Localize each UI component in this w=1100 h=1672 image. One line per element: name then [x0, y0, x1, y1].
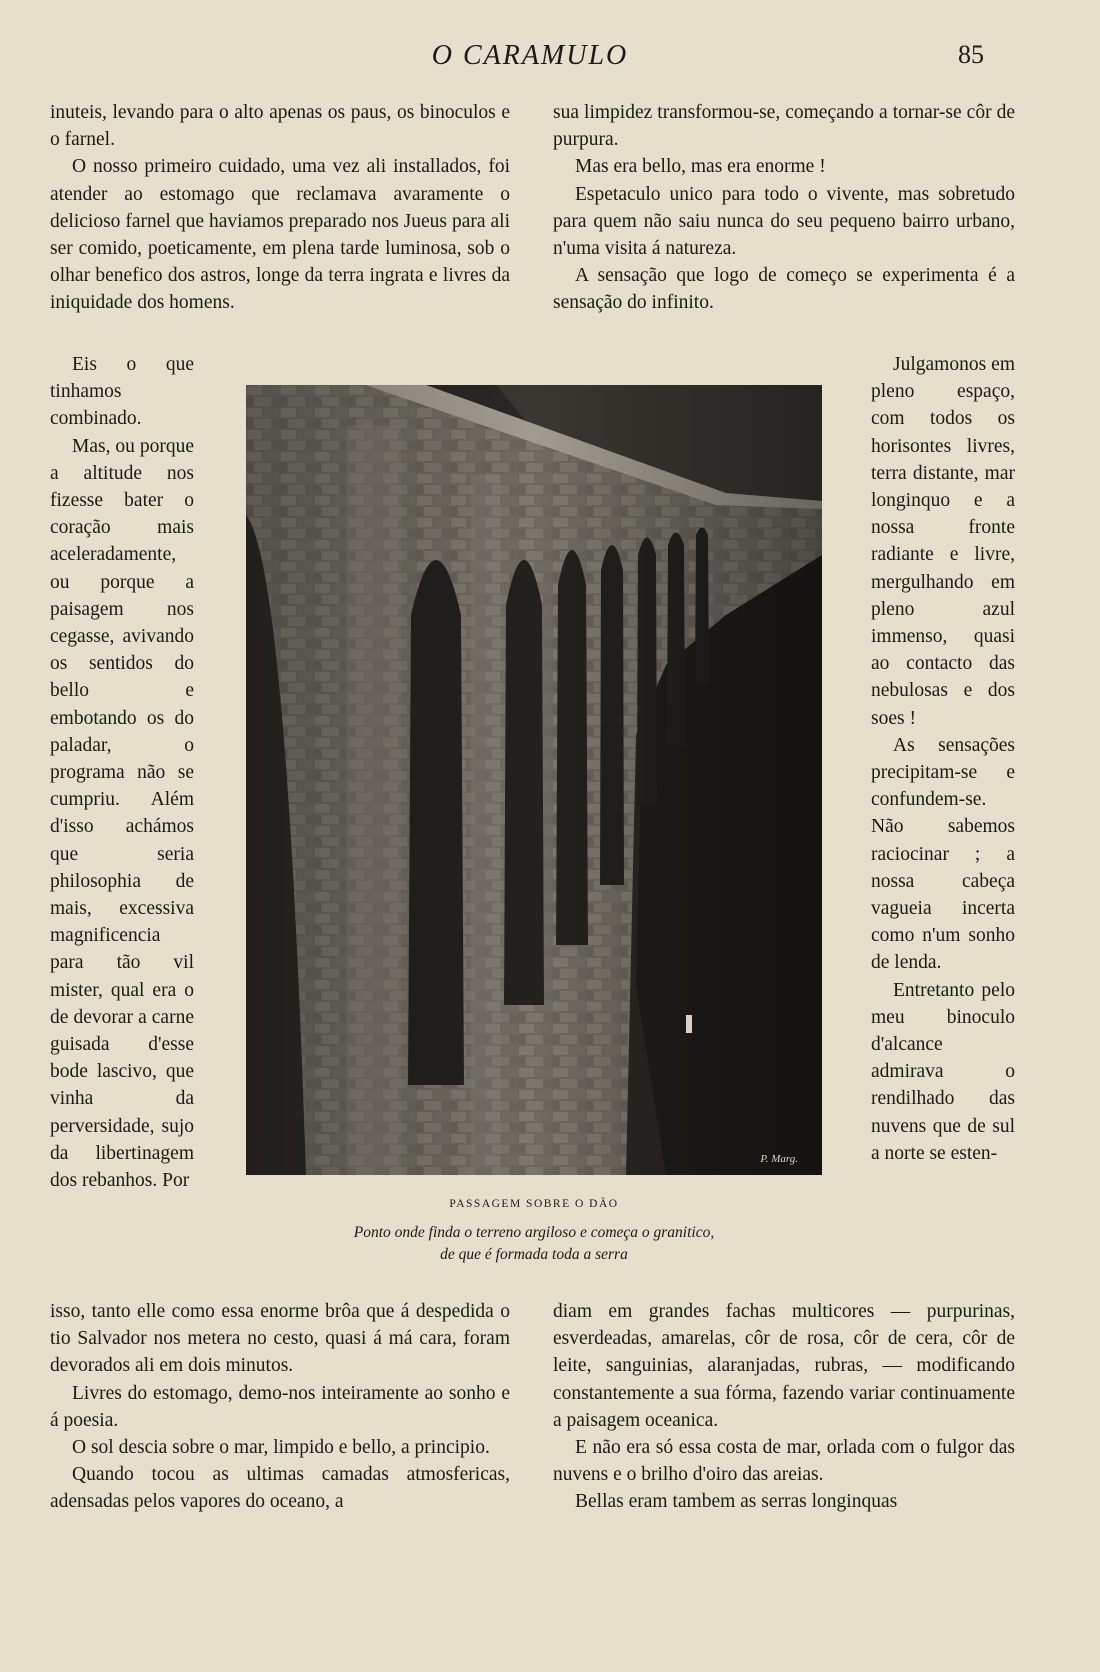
- caption-line: Ponto onde finda o terreno argiloso e começa o granitico,: [353, 1224, 715, 1241]
- left-column-narrow: [50, 351, 194, 1194]
- right-column-top: [553, 99, 1015, 317]
- photo-signature: P. Marg.: [760, 1153, 798, 1165]
- running-title: O CARAMULO: [431, 40, 629, 71]
- viaduct-illustration: [246, 385, 822, 1175]
- caption-line: de que é formada toda a serra: [440, 1246, 628, 1263]
- paragraph: O nosso primeiro cuidado, uma vez ali installados, foi atender ao estomago que reclamava avaramente o delicioso farnel que haviamos preparado nos Jueus para ali ser comido, poeticamente, em plena tarde luminosa, sob o olhar benefico dos astros, longe da terra ingrata e livres da iniquidade dos homens.: [50, 156, 510, 314]
- page-number: 85: [958, 40, 984, 69]
- left-column-top: [50, 99, 510, 317]
- paragraph: sua limpidez transformou-se, começando a tornar-se côr de purpura.: [553, 102, 1015, 151]
- paragraph: As sensações precipitam-se e confundem-se. Não sabemos raciocinar ; a nossa cabeça vagueia incerta como n'um sonho de lenda.: [871, 734, 1015, 974]
- right-column-narrow: [871, 351, 1015, 1167]
- right-column-bottom: [553, 1298, 1015, 1516]
- paragraph: A sensação que logo de começo se experimenta é a sensação do infinito.: [553, 265, 1015, 314]
- paragraph: Livres do estomago, demo-nos inteiramente ao sonho e á poesia.: [50, 1382, 510, 1431]
- paragraph: E não era só essa costa de mar, orlada com o fulgor das nuvens e o brilho d'oiro das areias.: [553, 1437, 1015, 1486]
- paragraph: inuteis, levando para o alto apenas os paus, os binoculos e o farnel.: [50, 102, 510, 151]
- paragraph: O sol descia sobre o mar, limpido e bello, a principio.: [72, 1437, 490, 1459]
- paragraph: Mas, ou porque a altitude nos fizesse bater o coração mais aceleradamente, ou porque a paisagem nos cegasse, avivando os sentidos do bello e embotando os do paladar, o programa não se cumpriu. Além d'isso achámos que seria philosophia de mais, excessiva magnificencia para tão vil mister, qual era o de devorar a carne guisada d'esse bode lascivo, que vinha da perversidade, sujo da libertinagem dos rebanhos. Por: [50, 435, 194, 1192]
- figure-caption: [246, 1222, 822, 1266]
- paragraph: Mas era bello, mas era enorme !: [575, 156, 826, 178]
- paragraph: Eis o que tinhamos combinado.: [50, 354, 194, 430]
- viaduct-photograph: [246, 385, 822, 1175]
- paragraph: isso, tanto elle como essa enorme brôa que á despedida o tio Salvador nos metera no cesto, quasi á má cara, foram devorados ali em dois minutos.: [50, 1301, 510, 1377]
- paragraph: diam em grandes fachas multicores — purpurinas, esverdeadas, amarelas, côr de rosa, côr de cera, côr de leite, sanguinias, alaranjadas, rubras, — modificando constantemente a sua fórma, fazendo variar continuamente a paisagem oceanica.: [553, 1301, 1015, 1431]
- paragraph: Espetaculo unico para todo o vivente, mas sobretudo para quem não saiu nunca do seu pequeno bairro urbano, n'uma visita á natureza.: [553, 183, 1015, 260]
- paragraph: Quando tocou as ultimas camadas atmosfericas, adensadas pelos vapores do oceano, a: [50, 1464, 510, 1513]
- paragraph: Entretanto pelo meu binoculo d'alcance admirava o rendilhado das nuvens que de sul a norte se esten-: [871, 979, 1015, 1164]
- left-column-bottom: [50, 1298, 510, 1516]
- paragraph: Bellas eram tambem as serras longinquas: [575, 1491, 898, 1513]
- paragraph: Julgamonos em pleno espaço, com todos os horisontes livres, terra distante, mar longinquo e a nossa fronte radiante e livre, mergulhando em pleno azul immenso, quasi ao contacto das nebulosas e dos soes !: [871, 354, 1015, 729]
- figure-title: PASSAGEM SOBRE O DÃO: [449, 1198, 619, 1210]
